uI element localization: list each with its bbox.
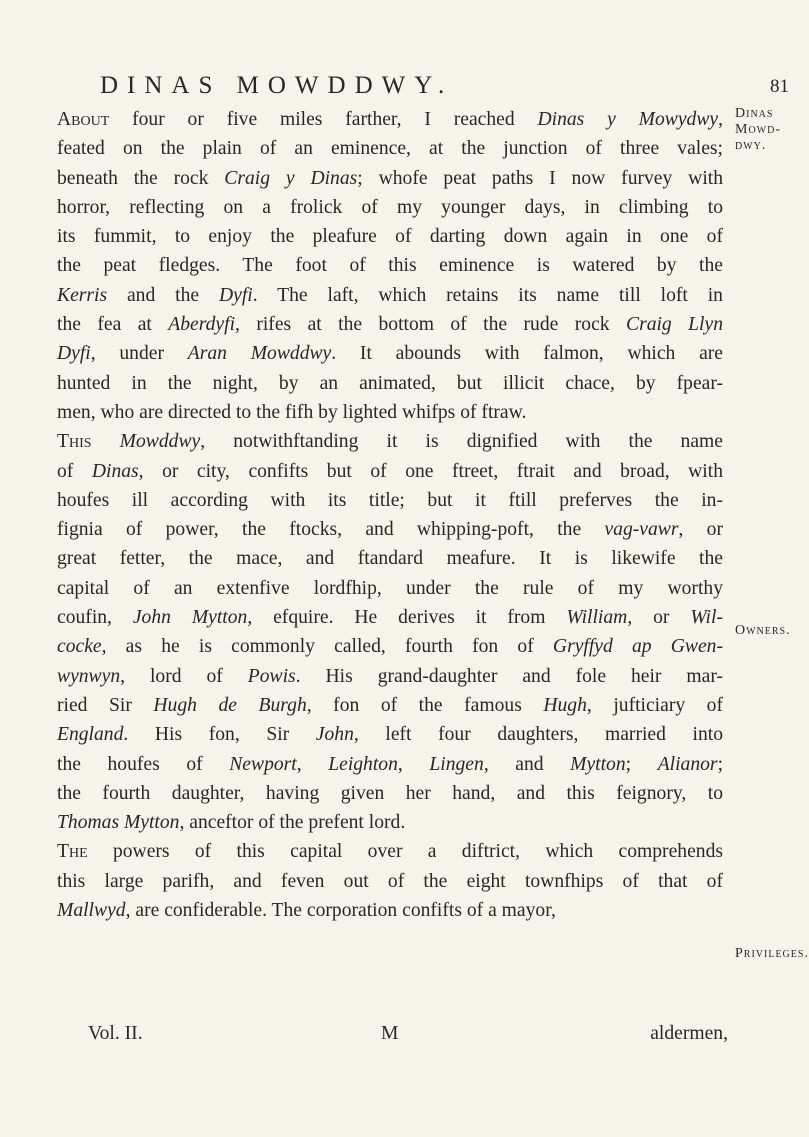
text-run: , xyxy=(296,753,329,775)
text-run: of xyxy=(57,460,92,482)
text-run: , anceftor of the prefent lord. xyxy=(179,812,406,834)
text-run: , jufticiary of xyxy=(586,694,723,716)
paragraph-opening: The xyxy=(57,841,88,863)
margin-note-dinas: Dinas Mowd- dwy. xyxy=(735,106,781,153)
text-run: , under xyxy=(90,343,188,365)
text-line xyxy=(57,691,723,720)
text-line xyxy=(57,720,723,749)
italic-name: Aran Mowddwy xyxy=(187,343,332,365)
text-line xyxy=(57,105,723,134)
text-run: , fon of the famous xyxy=(306,694,544,716)
volume-label: Vol. II. xyxy=(88,1023,143,1044)
text-line xyxy=(57,544,723,573)
text-run: , notwithftanding it is dignified with the name xyxy=(200,431,723,453)
text-line xyxy=(57,427,723,456)
text-line xyxy=(57,310,723,339)
italic-name: Craig Llyn xyxy=(626,314,723,336)
italic-name: England xyxy=(57,724,124,746)
text-run: the peat fledges. The foot of this eminence is watered by the xyxy=(57,255,723,277)
running-title: DINAS MOWDDWY. xyxy=(100,72,454,99)
paragraph-opening: About xyxy=(57,109,110,130)
italic-name: Gryffyd ap Gwen- xyxy=(552,636,723,658)
body-text xyxy=(57,105,723,925)
italic-name: cocke xyxy=(57,636,102,658)
text-run: , are confiderable. The corporation confifts of a mayor, xyxy=(125,900,556,922)
text-run: ried Sir xyxy=(57,694,154,716)
text-run xyxy=(92,431,120,452)
text-run: , and xyxy=(483,753,571,775)
text-line xyxy=(57,603,723,632)
italic-name: Lingen xyxy=(429,753,484,775)
italic-name: John Mytton xyxy=(132,607,248,629)
text-run: capital of an extenfive lordfhip, under the rule of my worthy xyxy=(57,577,723,599)
italic-name: Mytton xyxy=(570,753,626,775)
text-line xyxy=(57,779,723,808)
text-run: , xyxy=(718,109,723,130)
italic-name: Wil- xyxy=(690,607,723,629)
text-line xyxy=(57,369,723,398)
text-run: , or xyxy=(678,519,724,541)
italic-name: Dyfi xyxy=(218,284,253,306)
text-line xyxy=(57,222,723,251)
italic-name: wynwyn xyxy=(57,665,121,687)
text-run: . It abounds with falmon, which are xyxy=(331,343,723,365)
text-run: coufin, xyxy=(57,607,133,629)
italic-name: Dyfi xyxy=(57,343,91,365)
text-run: ; whofe peat paths I now furvey with xyxy=(357,167,724,189)
text-run: and the xyxy=(107,284,219,306)
italic-name: Dinas y Mowydwy xyxy=(537,109,719,130)
text-run: houfes ill according with its title; but it ftill preferves the in- xyxy=(57,489,723,511)
catchword: aldermen, xyxy=(650,1023,728,1044)
signature-mark: M xyxy=(381,1023,399,1044)
text-line xyxy=(57,134,723,163)
text-run: , left four daughters, married into xyxy=(353,724,723,746)
italic-name: John xyxy=(315,724,354,746)
text-line xyxy=(57,574,723,603)
italic-name: Dinas xyxy=(91,460,139,482)
text-line xyxy=(57,837,723,866)
margin-note-privileges: Privileges. xyxy=(735,946,809,961)
italic-name: Mallwyd xyxy=(57,900,126,922)
text-line xyxy=(57,750,723,779)
paragraph-opening: This xyxy=(57,431,92,453)
text-run: . His grand-daughter and fole heir mar- xyxy=(295,665,723,687)
text-run: men, who are directed to the fifh by lighted whifps of ftraw. xyxy=(57,401,527,423)
italic-name: William xyxy=(566,607,628,629)
text-line xyxy=(57,281,723,310)
text-line xyxy=(57,662,723,691)
italic-name: vag-vawr xyxy=(604,519,679,541)
text-line xyxy=(57,896,723,925)
text-line xyxy=(57,632,723,661)
text-run: , lord of xyxy=(120,665,248,687)
text-run: . The laft, which retains its name till loft in xyxy=(252,284,723,306)
text-line xyxy=(57,515,723,544)
italic-name: Leighton xyxy=(328,753,398,775)
text-line xyxy=(57,193,723,222)
text-line xyxy=(57,339,723,368)
page-number: 81 xyxy=(770,76,789,97)
italic-name: Newport xyxy=(229,753,297,775)
italic-name: Thomas Mytton xyxy=(57,812,180,834)
text-line xyxy=(57,164,723,193)
italic-name: Craig y Dinas xyxy=(224,167,358,189)
italic-name: Alianor xyxy=(657,753,718,775)
italic-name: Powis xyxy=(247,665,296,687)
text-run: ; xyxy=(717,753,724,775)
italic-name: Hugh xyxy=(543,694,587,716)
text-run: , rifes at the bottom of the rude rock xyxy=(235,314,626,336)
text-run: , as he is commonly called, fourth fon of xyxy=(101,636,553,658)
text-run: four or five miles farther, I reached xyxy=(109,109,538,130)
text-run: , or city, confifts but of one ftreet, ftrait and broad, with xyxy=(138,460,723,482)
text-run: this large parifh, and feven out of the eight townfhips of that of xyxy=(57,870,723,892)
italic-name: Mowddwy xyxy=(119,431,201,453)
text-line xyxy=(57,867,723,896)
text-line xyxy=(57,251,723,280)
text-run: its fummit, to enjoy the pleafure of darting down again in one of xyxy=(57,226,723,248)
italic-name: Hugh de Burgh xyxy=(153,694,307,716)
text-line xyxy=(57,398,723,427)
text-line xyxy=(57,457,723,486)
text-run: the fea at xyxy=(57,314,169,336)
text-run: beneath the rock xyxy=(57,167,225,189)
text-run: fignia of power, the ftocks, and whipping-poft, the xyxy=(57,519,605,541)
text-run: the fourth daughter, having given her hand, and this feignory, to xyxy=(57,782,723,804)
text-run: the houfes of xyxy=(57,753,230,775)
text-run: , xyxy=(397,753,430,775)
italic-name: Kerris xyxy=(57,284,108,306)
text-run: hunted in the night, by an animated, but illicit chace, by fpear- xyxy=(57,372,723,394)
text-line xyxy=(57,486,723,515)
italic-name: Aberdyfi xyxy=(168,314,236,336)
text-run: ; xyxy=(625,753,658,775)
text-run: powers of this capital over a diftrict, which comprehends xyxy=(87,841,723,863)
text-run: horror, reflecting on a frolick of my younger days, in climbing to xyxy=(57,196,723,218)
text-run: great fetter, the mace, and ftandard meafure. It is likewife the xyxy=(57,548,723,570)
text-run: feated on the plain of an eminence, at the junction of three vales; xyxy=(57,138,723,160)
text-run: , or xyxy=(627,607,691,629)
margin-note-owners: Owners. xyxy=(735,623,791,638)
text-line xyxy=(57,808,723,837)
text-run: , efquire. He derives it from xyxy=(247,607,567,629)
text-run: . His fon, Sir xyxy=(123,724,316,746)
